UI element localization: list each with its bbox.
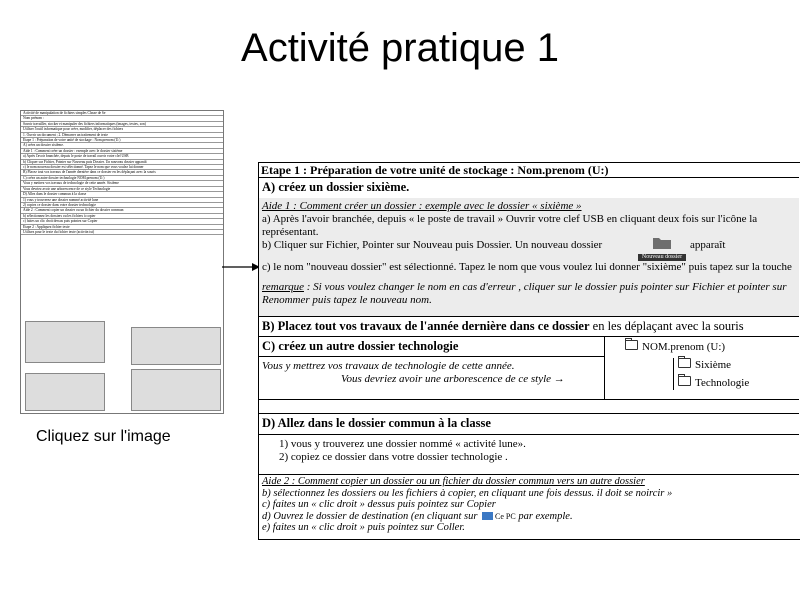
thumbnail-row: Activité de manipulation de fichiers simples Classe de 6e	[21, 111, 223, 116]
section-c-line1: Vous y mettrez vos travaux de technologie de cette année.	[262, 360, 515, 372]
thumbnail-row: D) Allez dans le dossier commun à la classe	[21, 192, 223, 197]
thumbnail-row: c) le nom nouveau dossier est sélectionné. Tapez le nom que vous voulez lui donner	[21, 165, 223, 170]
help2-line-c: c) faites un « clic droit » dessus puis pointez sur Copier	[262, 499, 496, 511]
help2-box: Aide 2 : Comment copier un dossier ou un fichier du dossier commun vers un autre dossier b) sélectionnez les dossiers ou les fichiers à copier, en cliquant une fois dessus. il doit se noircir » c) faites un « clic droit » dessus puis pointez sur Copier d) Ouvrez le dossier de destination (en cliquant sur Ce PC par exemple. e) faites un « clic droit » puis pointez sur Coller.	[259, 475, 799, 537]
document-excerpt	[258, 162, 800, 540]
section-d-list	[259, 435, 799, 475]
thumbnail-row: Etape 1 : Préparation de votre unité de stockage : Nom.prenom (U:)	[21, 138, 223, 143]
help1-line-c: c) le nom "nouveau dossier" est sélectionné. Tapez le nom que vous voulez lui donner "sixième" puis tapez sur la touche	[262, 261, 792, 273]
remark-text-2: Renommer puis tapez le nouveau nom.	[262, 294, 432, 306]
section-b: B) Placez tout vos travaux de l'année dernière dans ce dossier en les déplaçant avec la souris	[259, 317, 799, 337]
help1-title: Aide 1 : Comment créer un dossier : exemple avec le dossier « sixième »	[262, 200, 582, 212]
thumbnail-row: Nom prénom :	[21, 116, 223, 121]
thumbnail-screenshot	[131, 369, 221, 411]
help1-line-b: b) Cliquer sur Fichier, Pointer sur Nouveau puis Dossier. Un nouveau dossier	[262, 239, 603, 251]
help1-line-a: a) Après l'avoir branchée, depuis « le poste de travail » Ouvrir votre clef USB en cliquant deux fois sur l'icône la	[262, 213, 758, 225]
folder-icon	[678, 358, 691, 368]
thumbnail-row: Utiliser l'outil informatique pour créer, modifier, déplacer des fichiers	[21, 127, 223, 132]
help2-line-b: b) sélectionnez les dossiers ou les fichiers à copier, en cliquant une fois dessus. il doit se noircir »	[262, 487, 673, 499]
thumbnail-row: 1) vous y trouverez une dossier nommé activité lune	[21, 198, 223, 203]
help2-line-e: e) faites un « clic droit » puis pointez sur Coller.	[262, 522, 465, 534]
folder-icon	[625, 340, 638, 350]
folder-tree	[625, 340, 749, 390]
tree-root: NOM.prenom (U:)	[642, 341, 726, 353]
thumbnail-screenshot	[131, 327, 221, 365]
help1-line-b-end: apparaît	[690, 239, 726, 251]
thumbnail-row: Aide 2 : Comment copier un dossier ou un fichier du dossier commun	[21, 208, 223, 213]
thumbnail-row: B) Placez tout vos travaux de l'année dernière dans ce dossier en les déplaçant avec la souris	[21, 170, 223, 175]
ce-pc-label: Ce PC	[495, 511, 516, 521]
help2-title: Aide 2 : Comment copier un dossier ou un fichier du dossier commun vers un autre dossier	[262, 476, 645, 487]
section-a-heading-row	[259, 178, 799, 199]
arrow-right-icon	[222, 260, 260, 274]
thumbnail-row: 2) copiez ce dossier dans votre dossier technologie	[21, 203, 223, 208]
thumbnail-row: b) Cliquer sur Fichier, Pointer sur Nouveau puis Dossier. Un nouveau dossier apparaît	[21, 160, 223, 165]
help1-line-a2: représentant.	[262, 226, 319, 238]
thumbnail-screenshot	[25, 373, 105, 411]
remark-label: remarque	[262, 281, 304, 293]
thumbnail-row: Vous y mettrez vos travaux de technologie de cette année. Sixième	[21, 181, 223, 186]
thumbnail-row: Aide 1 : Comment créer un dossier : exemple avec le dossier sixième	[21, 149, 223, 154]
thumbnail-row: 1. Ouvrir un document ; 2. Démarrer un traitement de texte	[21, 133, 223, 138]
section-c-heading: C) créez un autre dossier technologie	[259, 337, 604, 357]
thumbnail-row: Etape 2 : Appliquez fichier texte	[21, 225, 223, 230]
thumbnail-row: c) faites un clic droit dessus puis pointez sur Copier	[21, 219, 223, 224]
thumbnail-row: C) créez un autre dossier technologie NOM.prenom (U:)	[21, 176, 223, 181]
slide-title: Activité pratique 1	[241, 26, 559, 70]
section-b-heading: B) Placez tout vos travaux de l'année dernière dans ce dossier	[262, 319, 590, 333]
thumbnail-row: Savoir travailler, stocker et manipuler des fichiers informatiques (images, textes, son)	[21, 122, 223, 127]
folder-icon	[678, 376, 691, 386]
section-d-item-2: 2) copiez ce dossier dans votre dossier technologie .	[279, 451, 508, 463]
thumbnail-row: a) Après l'avoir branchée, depuis le poste de travail ouvrir votre clef USB	[21, 154, 223, 159]
thumbnail-row: Vous devriez avoir une arborescence de ce style Technologie	[21, 187, 223, 192]
section-d-heading: D) Allez dans le dossier commun à la classe	[262, 416, 491, 430]
thumbnail-caption: Cliquez sur l'image	[36, 428, 171, 445]
thumbnail-screenshot	[25, 321, 105, 363]
section-a-heading: A) créez un dossier sixième.	[262, 180, 410, 194]
thumbnail-row: b) sélectionnez les dossiers ou les fichiers à copier	[21, 214, 223, 219]
thumbnail-row: A) créez un dossier sixième.	[21, 143, 223, 148]
section-c	[259, 337, 799, 400]
thumbnail-row: Utilisez pour le texte du fichier texte (activite.txt)	[21, 230, 223, 235]
remark-text: : Si vous voulez changer le nom en cas d'erreur , cliquer sur le dossier puis pointer sur Fichier et pointer sur	[303, 281, 787, 293]
tree-child-sixieme: Sixième	[695, 359, 732, 371]
new-folder-icon: Nouveau dossier	[638, 236, 686, 261]
step-title: Etape 1 : Préparation de votre unité de stockage : Nom.prenom (U:)	[259, 163, 799, 178]
help1-box	[259, 198, 799, 317]
computer-icon	[482, 512, 493, 520]
section-d-item-1: 1) vous y trouverez une dossier nommé « activité lune».	[279, 438, 526, 450]
section-c-line2: Vous devriez avoir une arborescence de ce style →	[341, 373, 565, 385]
worksheet-thumbnail[interactable]	[20, 110, 224, 414]
help2-line-d: d) Ouvrez le dossier de destination (en cliquant sur	[262, 510, 478, 522]
tree-child-technologie: Technologie	[695, 377, 750, 389]
section-d-heading-row	[259, 413, 799, 435]
